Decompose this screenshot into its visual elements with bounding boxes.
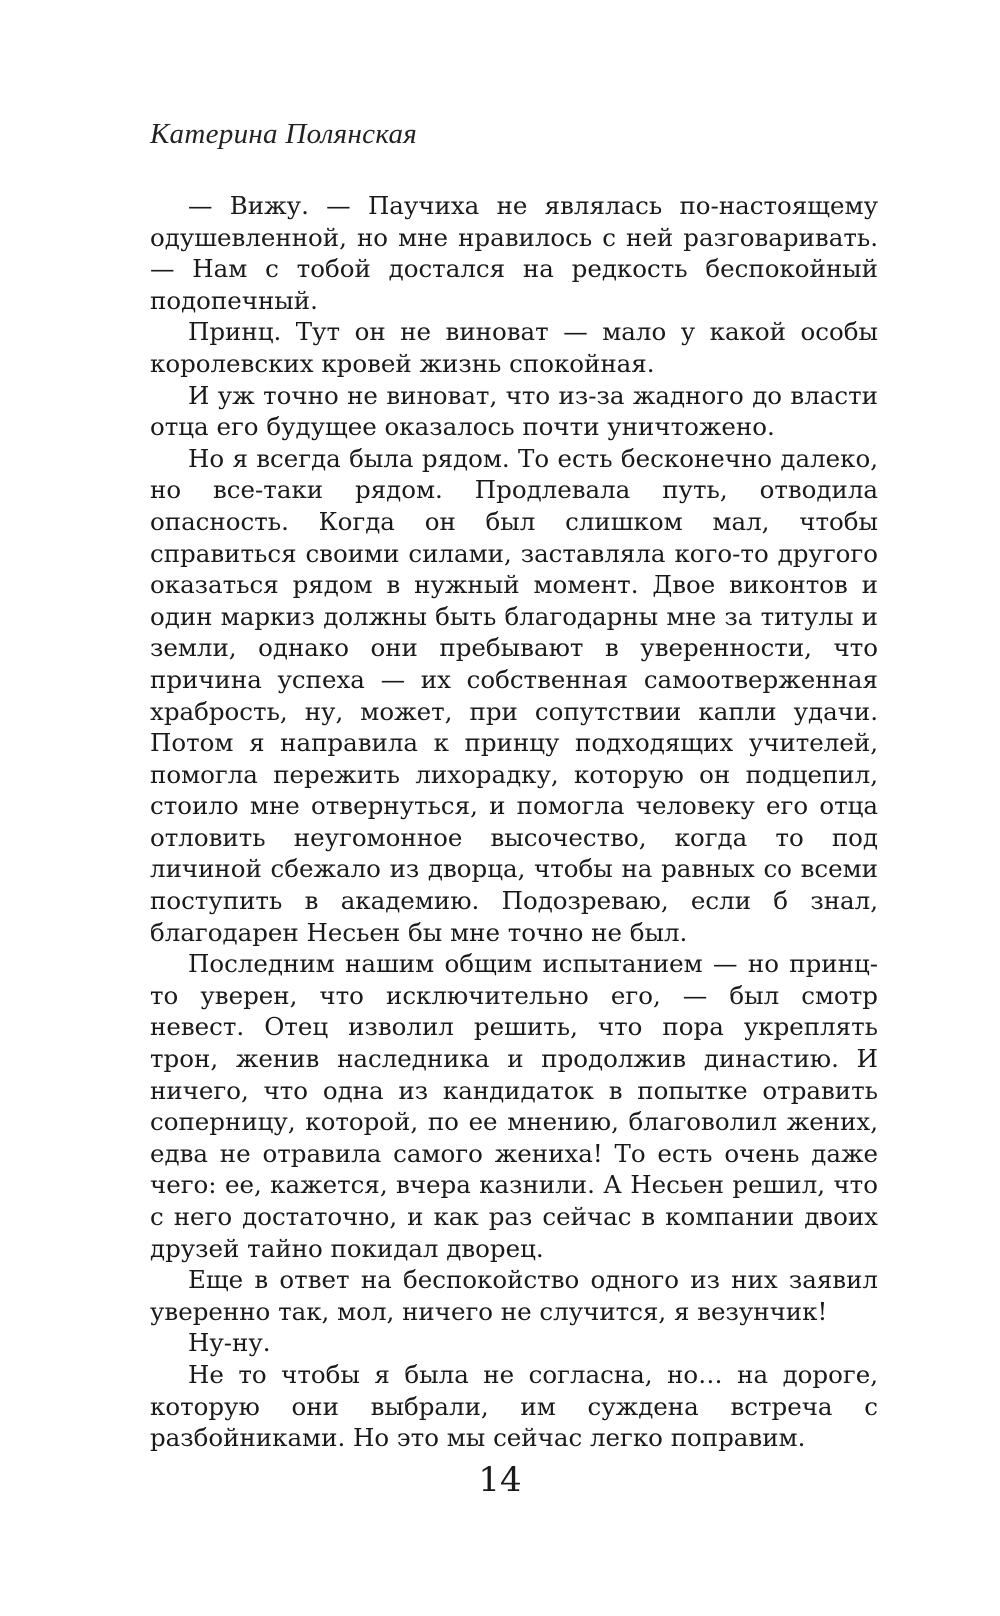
paragraph: Принц. Тут он не виноват — мало у какой особы королевских кровей жизнь спокойная. [150, 317, 878, 378]
paragraph: Но я всегда была рядом. То есть бесконечно далеко, но все-таки рядом. Продлевала путь, отводила опасность. Когда он был слишком мал, чтобы справиться своими силами, заставляла кого-то другого оказаться рядом в нужный момент. Двое виконтов и один маркиз должны быть благодарны мне за титулы и земли, однако они пребывают в уверенности, что причина успеха — их собственная самоотверженная храбрость, ну, может, при сопутствии капли удачи. Потом я направила к принцу подходящих учителей, помогла пережить лихорадку, которую он подцепил, стоило мне отвернуться, и помогла человеку его отца отловить неугомонное высочество, когда то под личиной сбежало из дворца, чтобы на равных со всеми поступить в академию. Подозреваю, если б знал, благодарен Несьен бы мне точно не был. [150, 443, 878, 947]
paragraph: Последним нашим общим испытанием — но принц-то уверен, что исключительно его, — был смотр невест. Отец изволил решить, что пора укреплять трон, женив наследника и продолжив династию. И ничего, что одна из кандидаток в попытке отравить соперницу, которой, по ее мнению, благоволил жених, едва не отравила самого жениха! То есть очень даже чего: ее, кажется, вчера казнили. А Несьен решил, что с него достаточно, и как раз сейчас в компании двоих друзей тайно покидал дворец. [150, 949, 878, 1263]
paragraph: И уж точно не виноват, что из-за жадного до власти отца его будущее оказалось почти уничтожено. [150, 380, 878, 442]
running-head-author: Катерина Полянская [150, 118, 418, 150]
page-number: 14 [478, 1460, 522, 1500]
paragraph: Еще в ответ на беспокойство одного из них заявил уверенно так, мол, ничего не случится, я везунчик! [150, 1265, 878, 1326]
paragraph: Ну-ну. [188, 1328, 271, 1358]
paragraph: Не то чтобы я была не согласна, но… на дороге, которую они выбрали, им суждена встреча с разбойниками. Но это мы сейчас легко поправим. [150, 1359, 878, 1453]
paragraph: — Вижу. — Паучиха не являлась по-настоящему одушевленной, но мне нравилось с ней разговаривать. — Нам с тобой достался на редкость беспокойный подопечный. [150, 191, 878, 315]
body-text [150, 190, 878, 1454]
